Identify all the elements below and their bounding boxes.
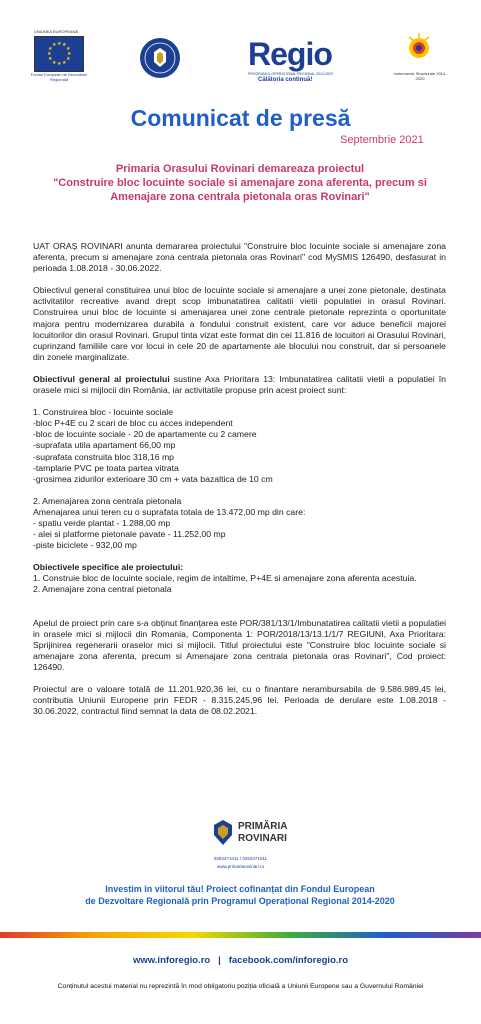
- regio-program-label: PROGRAMUL OPERAȚIONAL REGIONAL 2014-2020: [248, 72, 333, 76]
- funding-call-paragraph: Apelul de proiect prin care s-a obținut finanțarea este POR/381/13/1/Imbunatatirea calitatii vietii a populatiei in orasele mici si mijlocii din Romania, Componenta 1: POR/2018/13/13.1/1/7 REGIUNI, Axa Prioritara: Sprijinirea regenerarii oraselor mici si mijlocii. Titlul proiectului este "Construire bloc locuinte sociale si amenajare zona aferenta, precum si Amenajare zona centrala pietonala oras Rovinari", Cod proiect: 126490.: [33, 617, 446, 672]
- footer-links: [0, 955, 481, 966]
- eu-label: UNIUNEA EUROPEANĂ: [34, 29, 79, 34]
- rainbow-divider: [0, 925, 481, 931]
- list-item: -piste biciclete - 932,00 mp: [33, 540, 137, 551]
- svg-text:★: ★: [66, 46, 71, 52]
- list-item: -bloc P+4E cu 2 scari de bloc cu acces independent: [33, 418, 233, 429]
- svg-text:★: ★: [57, 61, 62, 67]
- list-item: 1. Construirea bloc - locuinte sociale: [33, 407, 174, 418]
- list-item: - spatiu verde plantat - 1.288,00 mp: [33, 517, 171, 528]
- press-subtitle: [40, 162, 440, 204]
- general-objective-paragraph: [33, 374, 446, 396]
- list-item: 2. Amenajare zona central pietonala: [33, 584, 172, 595]
- release-date: Septembrie 2021: [340, 134, 424, 146]
- link-separator: |: [218, 955, 221, 966]
- svg-text:★: ★: [52, 60, 57, 66]
- press-body: [33, 241, 446, 717]
- primaria-phone: 0253371011 / 0253371011: [213, 856, 268, 861]
- page-title: Comunicat de presă: [130, 105, 351, 131]
- cofinancing-statement: [40, 883, 440, 907]
- government-crest-logo: [140, 38, 180, 78]
- list-item: - alei si platforme pietonale pavate - 11.252,00 mp: [33, 529, 226, 540]
- list-item: 2. Amenajarea zona centrala pietonala: [33, 495, 182, 506]
- activity-list-building: [33, 407, 446, 485]
- rovinari-label: ROVINARI: [238, 833, 287, 844]
- list-item: -tamplarie PVC pe toata partea vitrata: [33, 462, 179, 473]
- facebook-link[interactable]: facebook.com/inforegio.ro: [228, 955, 349, 966]
- activity-list-pedestrian-zone: [33, 496, 446, 551]
- subtitle-line: Amenajare zona centrala pietonala oras Rovinari": [110, 191, 370, 203]
- svg-text:★: ★: [66, 56, 71, 62]
- cofinancing-line: de Dezvoltare Regională prin Programul Operațional Regional 2014-2020: [85, 896, 395, 906]
- svg-text:★: ★: [47, 51, 52, 57]
- list-item: -suprafata utila apartament 66,00 mp: [33, 440, 176, 451]
- svg-text:★: ★: [48, 46, 53, 52]
- general-objective-heading: Obiectivul general al proiectului: [33, 373, 170, 384]
- specific-objectives: [33, 562, 446, 595]
- primaria-website: www.primariarovinari.ro: [216, 864, 264, 869]
- svg-text:★: ★: [52, 42, 57, 48]
- list-item: -bloc de locuinte sociale - 20 de apartamente cu 2 camere: [33, 429, 257, 440]
- svg-text:★: ★: [67, 51, 72, 57]
- rovinari-crest-icon: [212, 819, 234, 845]
- svg-text:★: ★: [62, 42, 67, 48]
- list-item: -suprafata construita bloc 318,16 mp: [33, 451, 175, 462]
- eu-caption: Fondul European de Dezvoltare Regională: [30, 72, 88, 82]
- primaria-label: PRIMĂRIA: [238, 821, 288, 832]
- general-objective-text: sustine Axa Prioritara 13: Imbunatatirea calitatii vietii a populatiei în orasele mici si mijlocii din România, iar activitatile propuse prin acest proiect sunt:: [33, 373, 446, 396]
- structural-instruments-logo: [404, 32, 434, 64]
- list-item: -grosimea zidurilor exterioare 30 cm + vata bazaltica de 10 cm: [33, 473, 273, 484]
- cofinancing-line: Investim în viitorul tău! Proiect cofinanțat din Fondul European: [105, 884, 375, 894]
- svg-text:★: ★: [57, 41, 62, 47]
- regio-logo: Regio: [248, 36, 332, 72]
- disclaimer: Conținutul acestui material nu reprezintă în mod obligatoriu poziția oficială a Uniunii Europene sau a Guvernului României: [57, 983, 424, 990]
- regio-tagline: Călătoria continuă!: [258, 77, 313, 83]
- specific-objectives-heading: Obiectivele specifice ale proiectului:: [33, 562, 184, 573]
- subtitle-line: "Construire bloc locuinte sociale si amenajare zona aferenta, precum si: [53, 177, 427, 189]
- structural-instruments-caption: Instrumente Structurale 2014-2020: [393, 71, 447, 81]
- subtitle-line: Primaria Orasului Rovinari demareaza proiectul: [115, 163, 365, 175]
- objective-paragraph: Obiectivul general constituirea unui bloc de locuinte sociale si amenajare a unei zone pietonale, destinata activitatilor recreative avand drept scop imbunatatirea calitatii vietii populatiei in orasul Rovinari. Construirea unui bloc de locuinte si amenajarea unei zone centrale pietonale reprezinta o oportunitate majora pentru modernizarea durabila a fondului construit existent, care vor aduce beneficii majorei locuitorilor din orasul Rovinari. Grupul tinta vizat este format din cei 11.816 de locuitori ai Orasului Rovinari, cuprinzand familiile care vor locui in cele 20 de apartamente ale blocului nou construit, dar si persoanele din zonele marginalizate.: [33, 285, 446, 362]
- svg-text:★: ★: [62, 60, 67, 66]
- intro-paragraph: UAT ORAȘ ROVINARI anunta demararea proiectului "Construire bloc locuinte sociale si amenajare zona aferenta, precum si amenajare zona centrala pietonala oras Rovinari" cod MySMIS 126490, desfasurat in perioada 1.08.2018 - 30.06.2022.: [33, 241, 446, 274]
- inforegio-link[interactable]: www.inforegio.ro: [132, 955, 211, 966]
- list-item: Amenajarea unui teren cu o suprafata totala de 13.472,00 mp din care:: [33, 506, 306, 517]
- eu-flag-logo: [34, 36, 84, 72]
- svg-text:★: ★: [48, 56, 53, 62]
- project-value-paragraph: Proiectul are o valoare totală de 11.201.920,36 lei, cu o finantare nerambursabila de 9.586.989,45 lei, contributia Uniunii Europene prin FEDR - 8.315.245,96 lei. Perioada de derulare este 1.08.2018 - 30.06.2022, contractul fiind semnat la data de 08.02.2021.: [33, 684, 446, 717]
- list-item: 1. Construie bloc de locuinte sociale, regim de intaltime, P+4E si amenajare zona aferenta acestuia.: [33, 573, 417, 584]
